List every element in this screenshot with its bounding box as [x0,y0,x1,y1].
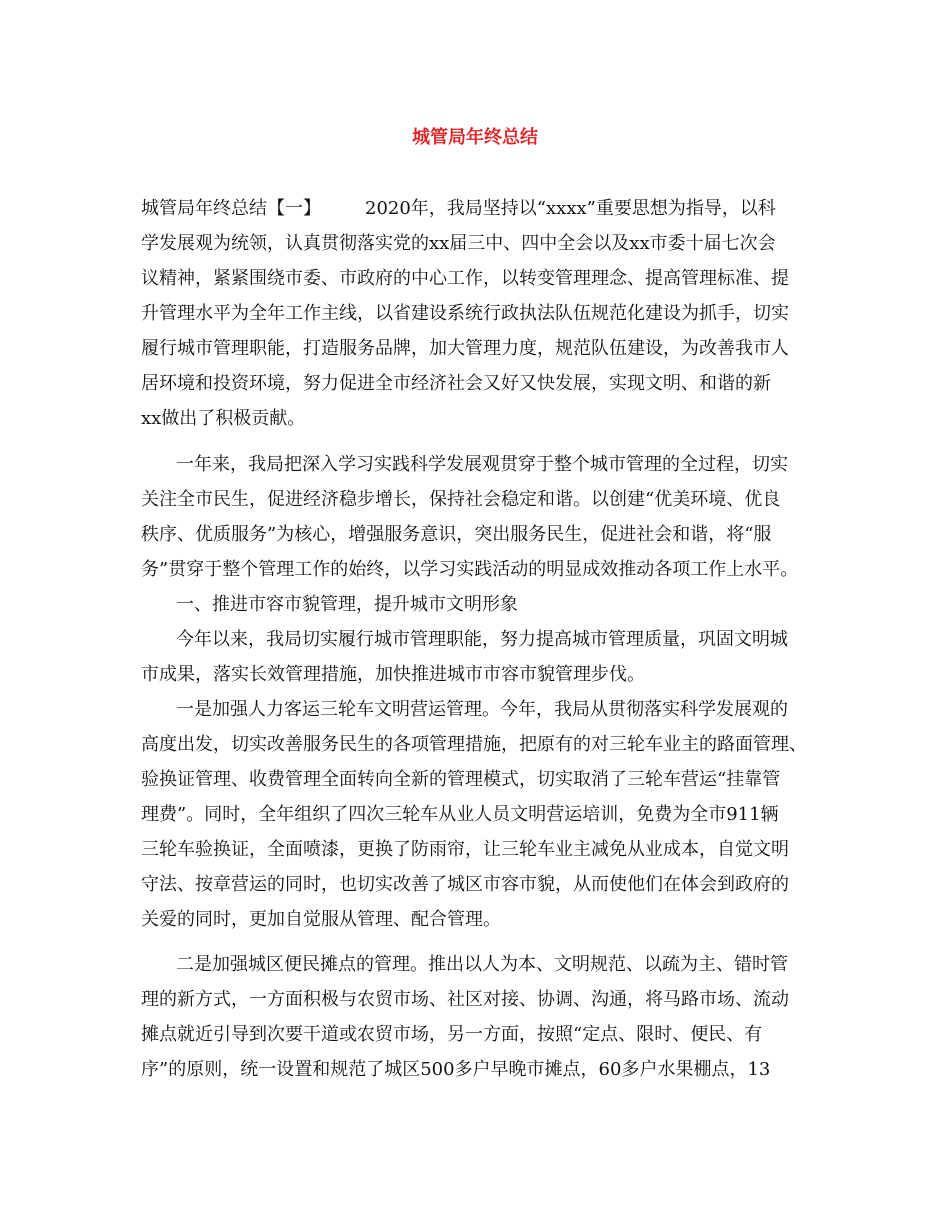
body-line: 理的新方式，一方面积极与农贸市场、社区对接、协调、沟通，将马路市场、流动 [141,989,789,1010]
body-line: 理费”。同时，全年组织了四次三轮车从业人员文明营运培训，免费为全市911辆 [141,804,779,825]
section-heading-label: 城管局年终总结【一】 [141,198,321,219]
body-line: 一年来，我局把深入学习实践科学发展观贯穿于整个城市管理的全过程，切实 [176,454,788,475]
body-line: 序”的原则，统一设置和规范了城区500多户早晚市摊点，60多户水果棚点，13 [141,1059,771,1080]
body-line: 三轮车验换证，全面喷漆，更换了防雨帘，让三轮车业主减免从业成本，自觉文明 [141,839,789,860]
body-line: 秩序、优质服务”为核心，增强服务意识，突出服务民生，促进社会和谐，将“服 [141,524,772,545]
body-line: 居环境和投资环境，努力促进全市经济社会又好又快发展，实现文明、和谐的新 [141,373,771,394]
body-line: 学发展观为统领，认真贯彻落实党的xx届三中、四中全会以及xx市委十届七次会 [141,233,776,254]
body-line: 市成果，落实长效管理措施，加快推进城市市容市貌管理步伐。 [141,664,645,685]
document-title: 城管局年终总结 [412,127,538,148]
body-line: 关爱的同时，更加自觉服从管理、配合管理。 [141,909,501,930]
body-line: 验换证管理、收费管理全面转向全新的管理模式，切实取消了三轮车营运“挂靠管 [141,769,781,790]
body-line: 高度出发，切实改善服务民生的各项管理措施，把原有的对三轮车业主的路面管理、 [141,734,807,755]
body-line: 二是加强城区便民摊点的管理。推出以人为本、文明规范、以疏为主、错时管 [176,954,788,975]
body-line: 2020年，我局坚持以“xxxx”重要思想为指导，以科 [365,198,776,219]
body-line: 一是加强人力客运三轮车文明营运管理。今年，我局从贯彻落实科学发展观的 [176,699,788,720]
body-line: 务”贯穿于整个管理工作的始终，以学习实践活动的明显成效推动各项工作上水平。 [141,559,799,580]
body-line: xx做出了积极贡献。 [141,408,306,429]
body-line: 履行城市管理职能，打造服务品牌，加大管理力度，规范队伍建设，为改善我市人 [141,338,789,359]
section-heading: 一、推进市容市貌管理，提升城市文明形象 [176,594,518,615]
body-line: 议精神，紧紧围绕市委、市政府的中心工作，以转变管理理念、提高管理标准、提 [141,268,789,289]
body-line: 今年以来，我局切实履行城市管理职能，努力提高城市管理质量，巩固文明城 [176,629,788,650]
body-line: 摊点就近引导到次要干道或农贸市场，另一方面，按照“定点、限时、便民、有 [141,1024,763,1045]
body-line: 关注全市民生，促进经济稳步增长，保持社会稳定和谐。以创建“优美环境、优良 [141,489,781,510]
body-line: 升管理水平为全年工作主线，以省建设系统行政执法队伍规范化建设为抓手，切实 [141,303,789,324]
body-line: 守法、按章营运的同时，也切实改善了城区市容市貌，从而使他们在体会到政府的 [141,874,789,895]
